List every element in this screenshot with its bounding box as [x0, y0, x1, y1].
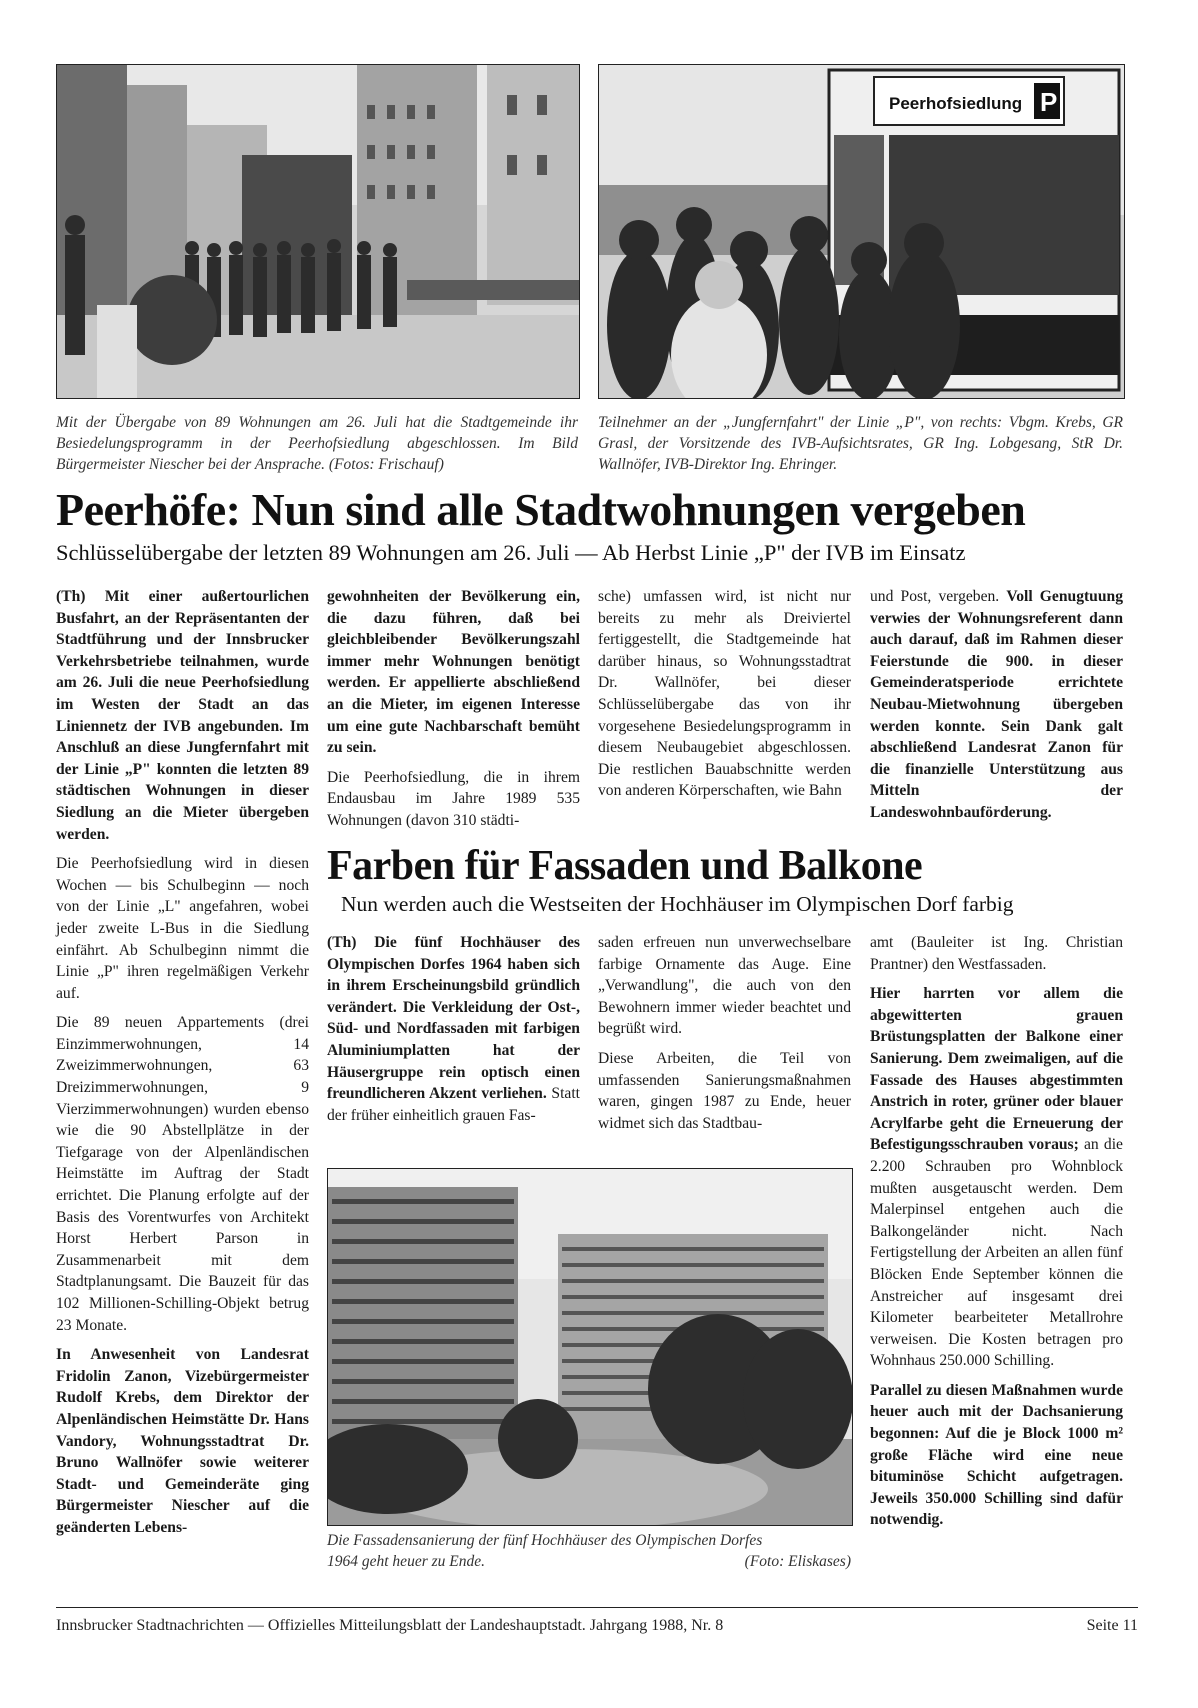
article1-column-2 — [327, 586, 580, 840]
article1-column-1 — [56, 586, 309, 1547]
photo-ceremony — [56, 64, 580, 399]
caption-ceremony-text: Mit der Übergabe von 89 Wohnungen am 26. Juli hat die Stadtgemeinde ihr Besiedelungsprogramm in der Peerhofsiedlung abgeschlossen. Im Bild Bürgermeister Niescher bei der Ansprache. (Fotos: Frischauf) — [56, 414, 578, 473]
footer-publication: Innsbrucker Stadtnachrichten — Offizielles Mitteilungsblatt der Landeshauptstadt. Jahrgang 1988, Nr. 8 — [56, 1617, 724, 1634]
bus-image — [599, 65, 1124, 398]
article2-column-3 — [870, 932, 1123, 1539]
article2-column-2 — [598, 932, 851, 1142]
article1-col1-para2: Die Peerhofsiedlung wird in diesen Wochen — bis Schulbeginn — noch von der Linie „L" angefahren, wobei jeder zweite L-Bus in die Siedlung einfährt. Ab Schulbeginn nimmt die Linie „P" ihren regelmäßigen Verkehr auf. — [56, 855, 309, 1002]
caption-olympic-line2: 1964 geht heuer zu Ende. — [327, 1553, 485, 1570]
footer-page-number: Seite 11 — [1086, 1617, 1138, 1634]
caption-olympic-village — [327, 1530, 851, 1572]
article2-headline: Farben für Fassaden und Balkone — [327, 843, 923, 889]
article2-col2-para2: Diese Arbeiten, die Teil von umfassenden Sanierungsmaßnahmen waren, gingen 1987 zu Ende, heuer widmet sich das Stadtbau- — [598, 1049, 851, 1132]
article2-col3-normal: an die 2.200 Schrauben pro Wohnblock mußten ausgetauscht werden. Dem Malerpinsel entgehen auch die Balkongeländer nicht. Nach Fertigstellung der Arbeiten an allen fünf Blöcken Ende September können die Anstreicher auf insgesamt drei Kilometer bearbeiteter Metallrohre verweisen. Die Kosten betragen pro Wohnhaus 250.000 Schilling. — [870, 1136, 1123, 1370]
caption-olympic-credit: (Foto: Eliskases) — [744, 1553, 851, 1570]
article1-headline: Peerhöfe: Nun sind alle Stadtwohnungen vergeben — [56, 484, 1026, 535]
article2-subhead: Nun werden auch die Westseiten der Hochhäuser im Olympischen Dorf farbig — [341, 892, 1014, 916]
article1-col4-para1 — [870, 586, 1123, 824]
article1-column-4 — [870, 586, 1123, 832]
article2-col1-para1 — [327, 932, 580, 1126]
bus-destination-sign: Peerhofsiedlung — [889, 94, 1023, 113]
article1-subhead: Schlüsselübergabe der letzten 89 Wohnungen am 26. Juli — Ab Herbst Linie „P" der IVB im Einsatz — [56, 540, 966, 565]
article1-col1-para1: (Th) Mit einer außertourlichen Busfahrt, an der Repräsentanten der Stadtführung und der Innsbrucker Verkehrsbetriebe teilnahmen, wurde am 26. Juli die neue Peerhofsiedlung im Westen der Stadt an das Liniennetz der IVB angebunden. Im Anschluß an diese Jungfernfahrt mit der Linie „P" konnten die letzten 89 städtischen Wohnungen in dieser Siedlung an die Mieter übergeben werden. — [56, 588, 309, 843]
article2-col2-para1: saden erfreuen nun unverwechselbare farbige Ornamente das Auge. Eine „Verwandlung", die auch von den Bewohnern immer wieder beachtet und begrüßt wird. — [598, 934, 851, 1038]
caption-ceremony — [56, 412, 578, 475]
photo-bus-line-p — [598, 64, 1125, 399]
article2-col1-normal: Statt der früher einheitlich grauen Fas- — [327, 1085, 580, 1124]
ceremony-image — [57, 65, 579, 398]
article1-col2-para2: Die Peerhofsiedlung, die in ihrem Endausbau im Jahre 1989 535 Wohnungen (davon 310 städti- — [327, 768, 580, 829]
article1-col1-para3: Die 89 neuen Appartements (drei Einzimmerwohnungen, 14 Zweizimmerwohnungen, 63 Dreizimmerwohnungen, 9 Vierzimmerwohnungen) wurden ebenso wie die 90 Abstellplätze in der Tiefgarage von der Alpenländischen Heimstätte im Auftrag der Stadt errichtet. Die Planung erfolgte auf der Basis des Vorentwurfes von Architekt Horst Herbert Parson in Zusammenarbeit mit dem Stadtplanungsamt. Die Bauzeit für das 102 Millionen-Schilling-Objekt betrug 23 Monate. — [56, 1014, 309, 1334]
article1-col2-para1: gewohnheiten der Bevölkerung ein, die dazu führen, daß bei gleichbleibender Bevölkerungszahl immer mehr Wohnungen benötigt werden. Er appellierte abschließend an die Mieter, im eigenen Interesse um eine gute Nachbarschaft bemüht zu sein. — [327, 588, 580, 757]
caption-olympic-line1: Die Fassadensanierung der fünf Hochhäuser des Olympischen Dorfes — [327, 1532, 763, 1549]
article1-col4-bold: Voll Genugtuung verwies der Wohnungsreferent dann auch darauf, daß im Rahmen dieser Feierstunde die 900. in dieser Gemeinderatsperiode errichtete Neubau-Mietwohnung übergeben werden konnte. Sein Dank galt abschließend Landesrat Zanon für die finanzielle Unterstützung aus Mitteln der Landeswohnbauförderung. — [870, 588, 1123, 821]
bus-line-letter: P — [1040, 87, 1058, 117]
olympic-village-image — [328, 1169, 852, 1525]
caption-olympic-line2-row — [327, 1551, 851, 1572]
article2-col1-bold: (Th) Die fünf Hochhäuser des Olympischen Dorfes 1964 haben sich in ihrem Erscheinungsbild gründlich verändert. Die Verkleidung der Ost-, Süd- und Nordfassaden mit farbigen Aluminiumplatten hat der Häusergruppe rein optisch einen freundlicheren Akzent verliehen. — [327, 934, 580, 1103]
article2-col3-para3: Parallel zu diesen Maßnahmen wurde heuer auch mit der Dachsanierung begonnen: Auf die je Block 1000 m² große Fläche wird eine neue bituminöse Schicht aufgetragen. Jeweils 350.000 Schilling sind dafür notwendig. — [870, 1381, 1123, 1529]
article2-col3-para1: amt (Bauleiter ist Ing. Christian Prantner) den Westfassaden. — [870, 934, 1123, 973]
article2-col3-bold: Hier harrten vor allem die abgewitterten grauen Brüstungsplatten der Balkone einer Sanierung. Dem zweimaligen, auf die Fassade des Hauses abgestimmten Anstrich in roter, grüner oder blauer Acrylfarbe geht die Erneuerung der Befestigungsschrauben voraus; — [870, 985, 1123, 1154]
article1-col4-normal: und Post, vergeben. — [870, 588, 1007, 605]
caption-bus-text: Teilnehmer an der „Jungfernfahrt" der Linie „P", von rechts: Vbgm. Krebs, GR Grasl, der Vorsitzende des IVB-Aufsichtsrates, GR Ing. Lobgesang, StR Dr. Wallnöfer, IVB-Direktor Ing. Ehringer. — [598, 414, 1123, 473]
photo-olympic-village — [327, 1168, 853, 1526]
article1-column-3 — [598, 586, 851, 810]
article1-col1-para4: In Anwesenheit von Landesrat Fridolin Zanon, Vizebürgermeister Rudolf Krebs, dem Direktor der Alpenländischen Heimstätte Dr. Hans Vandory, Wohnungsstadtrat Dr. Bruno Wallnöfer sowie weiterer Stadt- und Gemeinderäte ging Bürgermeister Niescher auf die geänderten Lebens- — [56, 1346, 309, 1536]
article2-col3-para2 — [870, 983, 1123, 1372]
caption-bus — [598, 412, 1123, 475]
article2-column-1 — [327, 932, 580, 1134]
footer-rule — [56, 1607, 1138, 1608]
page-footer — [56, 1617, 1138, 1635]
article1-col3-para1: sche) umfassen wird, ist nicht nur bereits zu mehr als Dreiviertel fertiggestellt, die Stadtgemeinde hat darüber hinaus, so Wohnungsstadtrat Dr. Wallnöfer, bei dieser Schlüsselübergabe das von ihr vorgesehene Besiedelungsprogramm in diesem Neubaugebiet abgeschlossen. Die restlichen Bauabschnitte werden von anderen Körperschaften, wie Bahn — [598, 588, 851, 800]
